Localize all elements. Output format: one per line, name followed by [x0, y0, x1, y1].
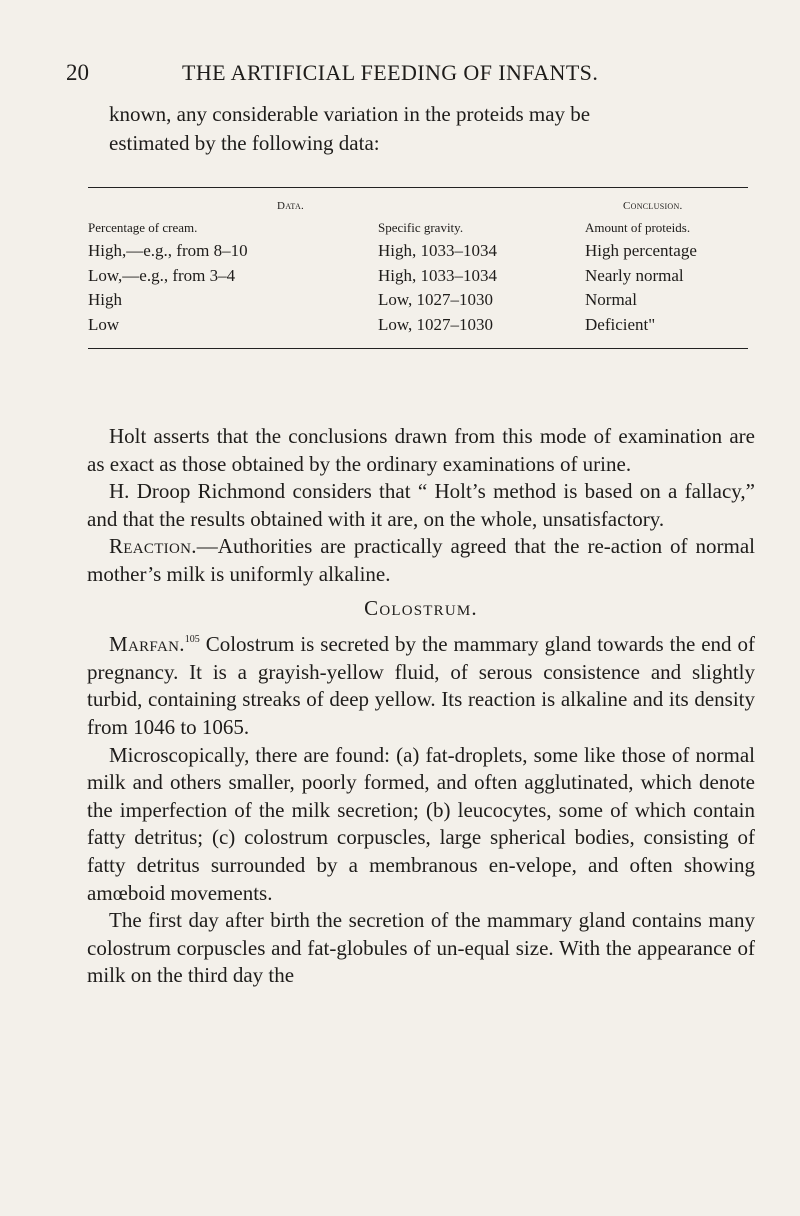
- paragraph-marfan: [87, 631, 755, 741]
- cell-cream: Low,—e.g., from 3–4: [88, 265, 236, 285]
- table-bottom-rule: [88, 348, 748, 349]
- paragraph-first-day: The first day after birth the secretion of the mammary gland contains many colostrum corpuscles and fat-globules of un-equal size. With the appearance of milk on the third day the: [87, 908, 755, 988]
- table-body: [88, 238, 748, 336]
- cell-cream: High: [88, 290, 122, 309]
- cell-proteids: Nearly normal: [585, 265, 684, 285]
- col-head-gravity: Specific gravity.: [378, 220, 464, 235]
- table-group-headings: [88, 188, 748, 216]
- group-heading-conclusion: Conclusion.: [623, 200, 683, 212]
- reaction-lead: Reaction.: [109, 534, 197, 559]
- cell-gravity: High, 1033–1034: [378, 241, 497, 260]
- running-head: THE ARTIFICIAL FEEDING OF INFANTS.: [182, 60, 599, 85]
- table-row: [88, 312, 748, 337]
- marfan-lead: Marfan.: [109, 632, 185, 657]
- paragraph-richmond: H. Droop Richmond considers that “ Holt’s method is based on a fallacy,” and that the results obtained with it are, on the whole, unsatisfactory.: [87, 479, 755, 531]
- marfan-text: Colostrum is secreted by the mammary gland towards the end of pregnancy. It is a grayish-yellow fluid, of serous consistence and slightly turbid, containing streaks of deep yellow. Its reaction is alkaline and its density from 1046 to 1065.: [87, 632, 755, 739]
- paragraph-holt: Holt asserts that the conclusions drawn from this mode of examination are as exact as those obtained by the ordinary examinations of urine.: [87, 424, 755, 476]
- group-heading-data: Data.: [277, 200, 305, 212]
- col-head-cream: Percentage of cream.: [88, 220, 198, 235]
- body-text: [87, 423, 755, 990]
- cell-proteids: Normal: [585, 290, 637, 309]
- reference-number: 105: [184, 634, 200, 646]
- table-row: [88, 263, 748, 288]
- cell-proteids: High percentage: [585, 241, 697, 260]
- intro-line: known, any considerable variation in the proteids may be: [109, 102, 591, 126]
- cell-cream: High,—e.g., from 8–10: [88, 241, 248, 260]
- col-head-proteids: Amount of proteids.: [585, 220, 691, 235]
- data-table: [88, 187, 748, 349]
- section-title: Colostrum.: [364, 595, 478, 620]
- table-column-headings: [88, 216, 748, 238]
- intro-paragraph: [109, 100, 749, 158]
- reaction-text: —Authorities are practically agreed that the re-action of normal mother’s milk is uniformly alkaline.: [87, 534, 755, 586]
- paragraph-microscopy: Microscopically, there are found: (a) fat-droplets, some like those of normal milk and others smaller, poorly formed, and often agglutinated, which denote the imperfection of the milk secretion; (b) leucocytes, some of which contain fatty detritus; (c) colostrum corpuscles, large spherical bodies, consisting of fatty detritus surrounded by a membranous en-velope, and often showing amœboid movements.: [87, 742, 755, 905]
- page-number: 20: [66, 60, 89, 85]
- cell-proteids: Deficient": [585, 314, 656, 334]
- page-header: [66, 60, 740, 90]
- cell-cream: Low: [88, 314, 120, 334]
- table-row: [88, 238, 748, 263]
- paragraph-reaction: [87, 533, 755, 588]
- intro-line: estimated by the following data:: [109, 131, 380, 155]
- table-row: [88, 287, 748, 312]
- cell-gravity: Low, 1027–1030: [378, 314, 494, 334]
- cell-gravity: Low, 1027–1030: [378, 290, 494, 309]
- cell-gravity: High, 1033–1034: [378, 265, 497, 285]
